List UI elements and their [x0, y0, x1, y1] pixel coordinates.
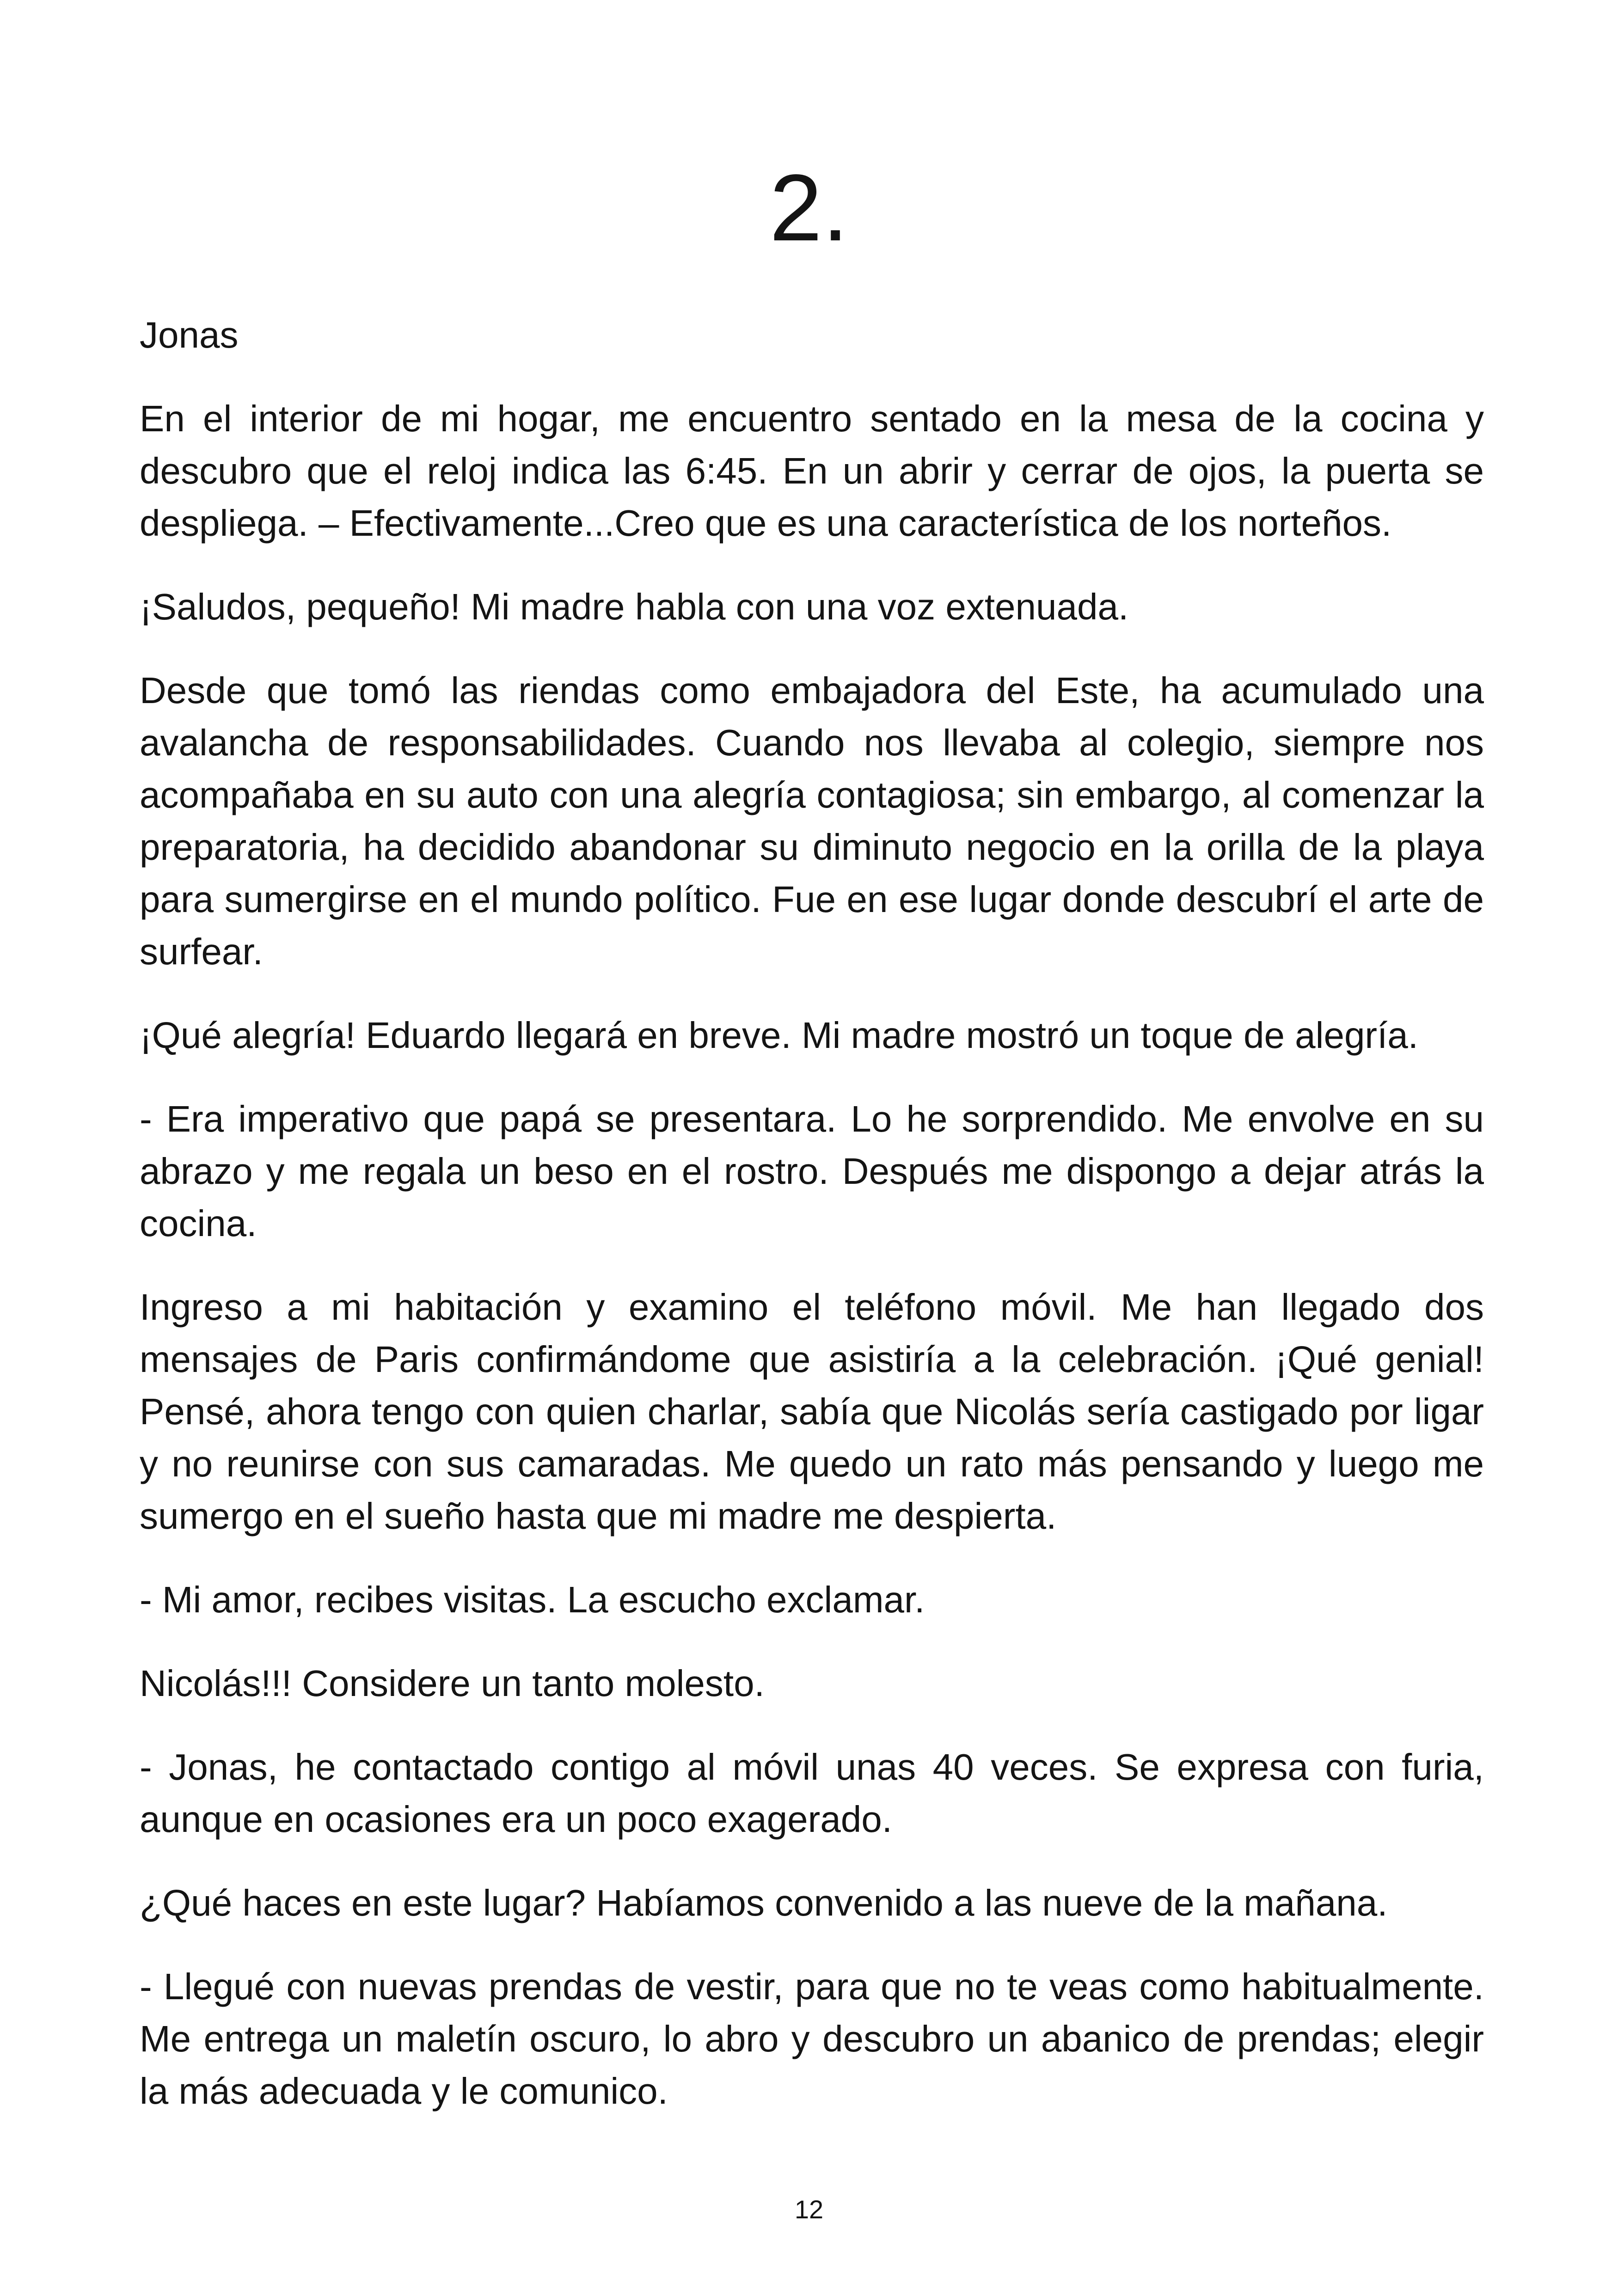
paragraph: - Jonas, he contactado contigo al móvil unas 40 veces. Se expresa con furia, aunque en ocasiones era un poco exagerado. [140, 1746, 1484, 1840]
paragraph: ¡Qué alegría! Eduardo llegará en breve. Mi madre mostró un toque de alegría. [140, 1015, 1419, 1056]
paragraph: - Era imperativo que papá se presentara. Lo he sorprendido. Me envolve en su abrazo y me regala un beso en el rostro. Después me dispongo a dejar atrás la cocina. [140, 1098, 1484, 1244]
paragraph: Desde que tomó las riendas como embajadora del Este, ha acumulado una avalancha de responsabilidades. Cuando nos llevaba al colegio, siempre nos acompañaba en su auto con una alegría contagiosa; sin embargo, al comenzar la preparatoria, ha decidido abandonar su diminuto negocio en la orilla de la playa para sumergirse en el mundo político. Fue en ese lugar donde descubrí el arte de surfear. [140, 670, 1484, 972]
paragraph: - Llegué con nuevas prendas de vestir, para que no te veas como habitualmente. Me entrega un maletín oscuro, lo abro y descubro un abanico de prendas; elegir la más adecuada y le comunico. [140, 1966, 1484, 2112]
paragraph: Nicolás!!! Considere un tanto molesto. [140, 1663, 765, 1704]
page-number: 12 [794, 2195, 824, 2224]
paragraph-narrator-name: Jonas [140, 314, 239, 355]
paragraph: ¿Qué haces en este lugar? Habíamos convenido a las nueve de la mañana. [140, 1882, 1388, 1923]
paragraph: En el interior de mi hogar, me encuentro sentado en la mesa de la cocina y descubro que el reloj indica las 6:45. En un abrir y cerrar de ojos, la puerta se despliega. – Efectivamente...Creo que es una característica de los norteños. [140, 398, 1484, 544]
chapter-body [140, 309, 1484, 2149]
chapter-number: 2. [769, 155, 849, 261]
paragraph: - Mi amor, recibes visitas. La escucho exclamar. [140, 1579, 925, 1620]
paragraph: Ingreso a mi habitación y examino el teléfono móvil. Me han llegado dos mensajes de Paris confirmándome que asistiría a la celebración. ¡Qué genial! Pensé, ahora tengo con quien charlar, sabía que Nicolás sería castigado por ligar y no reunirse con sus camaradas. Me quedo un rato más pensando y luego me sumergo en el sueño hasta que mi madre me despierta. [140, 1286, 1484, 1537]
paragraph: ¡Saludos, pequeño! Mi madre habla con una voz extenuada. [140, 586, 1129, 627]
